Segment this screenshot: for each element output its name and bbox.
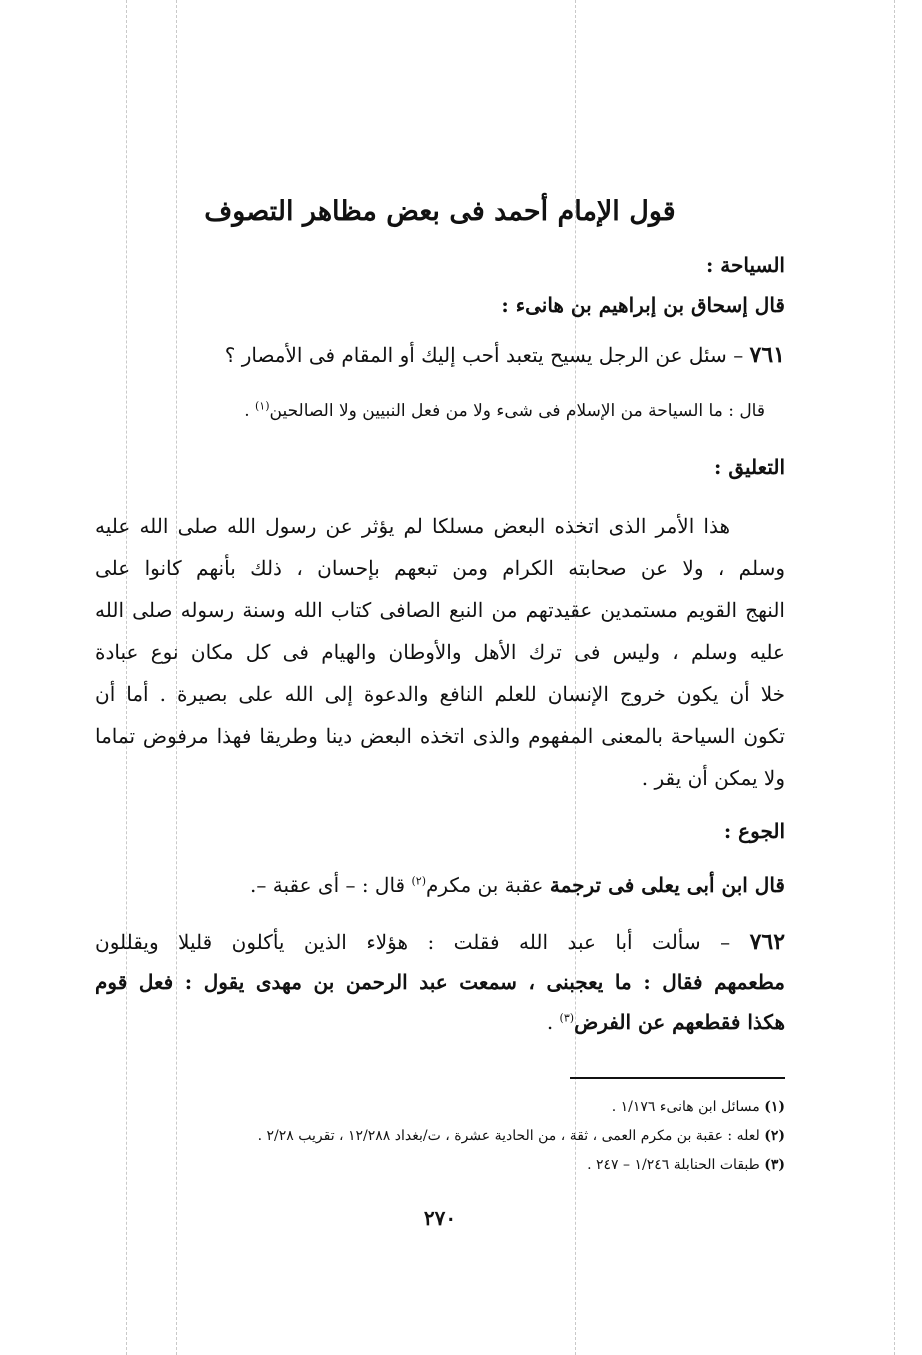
narration-text: هكذا فقطعهم عن الفرض	[574, 1010, 785, 1034]
footnote-text: لعله : عقبة بن مكرم العمى ، ثقة ، من الحادية عشرة ، ت/بغداد ١٢/٢٨٨ ، تقريب ٢/٢٨ .	[257, 1128, 760, 1144]
narration-end: .	[546, 1010, 554, 1034]
narration-number: ٧٦١	[749, 342, 785, 368]
commentary-line: النهج القويم مستمدين عقيدتهم من النبع الصافى كتاب الله وسنة رسوله صلى الله	[95, 598, 785, 622]
narration-line: مطعمهم فقال : ما يعجبنى ، سمعت عبد الرحمن بن مهدى يقول : فعل قوم	[95, 970, 785, 994]
narration-line-last	[95, 1007, 785, 1037]
answer-text: قال : ما السياحة من الإسلام فى شىء ولا من فعل النبيين ولا الصالحين	[269, 401, 765, 421]
narrator-intro: قال إسحاق بن إبراهيم بن هانىء :	[501, 293, 785, 317]
intro-end: قال : – أى عقبة –.	[250, 873, 406, 897]
narration-761	[95, 340, 785, 370]
footnote-number: (١)	[764, 1099, 785, 1115]
commentary-line: عليه وسلم ، وليس فى ترك الأهل والأوطان والهيام فى كل مكان نوع عبادة	[95, 640, 785, 664]
intro-name: عقبة بن مكرم	[426, 873, 544, 897]
section-heading-taaliq: التعليق :	[713, 455, 785, 479]
footnote	[95, 1096, 785, 1118]
section-heading-siyaha: السياحة :	[705, 253, 785, 277]
commentary-line: ولا يمكن أن يقر .	[641, 766, 785, 790]
footnote-text: مسائل ابن هانىء ١/١٧٦ .	[611, 1099, 760, 1115]
intro-bold: قال ابن أبى يعلى فى ترجمة	[549, 873, 785, 897]
footnote-ref: (٣)	[559, 1011, 575, 1025]
narration-dash: –	[720, 930, 731, 954]
footnote-ref: (١)	[255, 399, 270, 413]
footnote-text: طبقات الحنابلة ١/٢٤٦ – ٢٤٧ .	[587, 1157, 760, 1173]
narrator-intro-ju	[95, 870, 785, 900]
page-title: قول الإمام أحمد فى بعض مظاهر التصوف	[204, 196, 676, 227]
footnote-ref: (٢)	[411, 874, 426, 888]
footnote-separator	[570, 1077, 785, 1079]
commentary-line: خلا أن يكون خروج الإنسان للعلم النافع والدعوة إلى الله على بصيرة . أما أن	[95, 682, 785, 706]
section-heading-ju: الجوع :	[723, 819, 785, 843]
narration-762	[95, 927, 785, 957]
answer-end: .	[244, 401, 250, 421]
narration-text: سألت أبا عبد الله فقلت : هؤلاء الذين يأكلون قليلا ويقللون	[95, 930, 701, 954]
page-number: ٢٧٠	[423, 1206, 457, 1230]
guide-line	[894, 0, 895, 1355]
narration-answer	[95, 396, 765, 426]
footnote	[95, 1154, 785, 1176]
commentary-line: وسلم ، ولا عن صحابته الكرام ومن تبعهم بإحسان ، ذلك بأنهم كانوا على	[95, 556, 785, 580]
footnote-number: (٣)	[764, 1157, 785, 1173]
commentary-line: هذا الأمر الذى اتخذه البعض مسلكا لم يؤثر عن رسول الله صلى الله عليه	[95, 514, 730, 538]
footnote	[95, 1125, 785, 1147]
footnote-number: (٢)	[764, 1128, 785, 1144]
narration-text: سئل عن الرجل يسيح يتعبد أحب إليك أو المقام فى الأمصار ؟	[224, 343, 727, 367]
commentary-line: تكون السياحة بالمعنى المفهوم والذى اتخذه البعض دينا وطريقا فهذا مرفوض تماما	[95, 724, 785, 748]
narration-number: ٧٦٢	[749, 929, 786, 955]
narration-dash: –	[733, 343, 744, 367]
